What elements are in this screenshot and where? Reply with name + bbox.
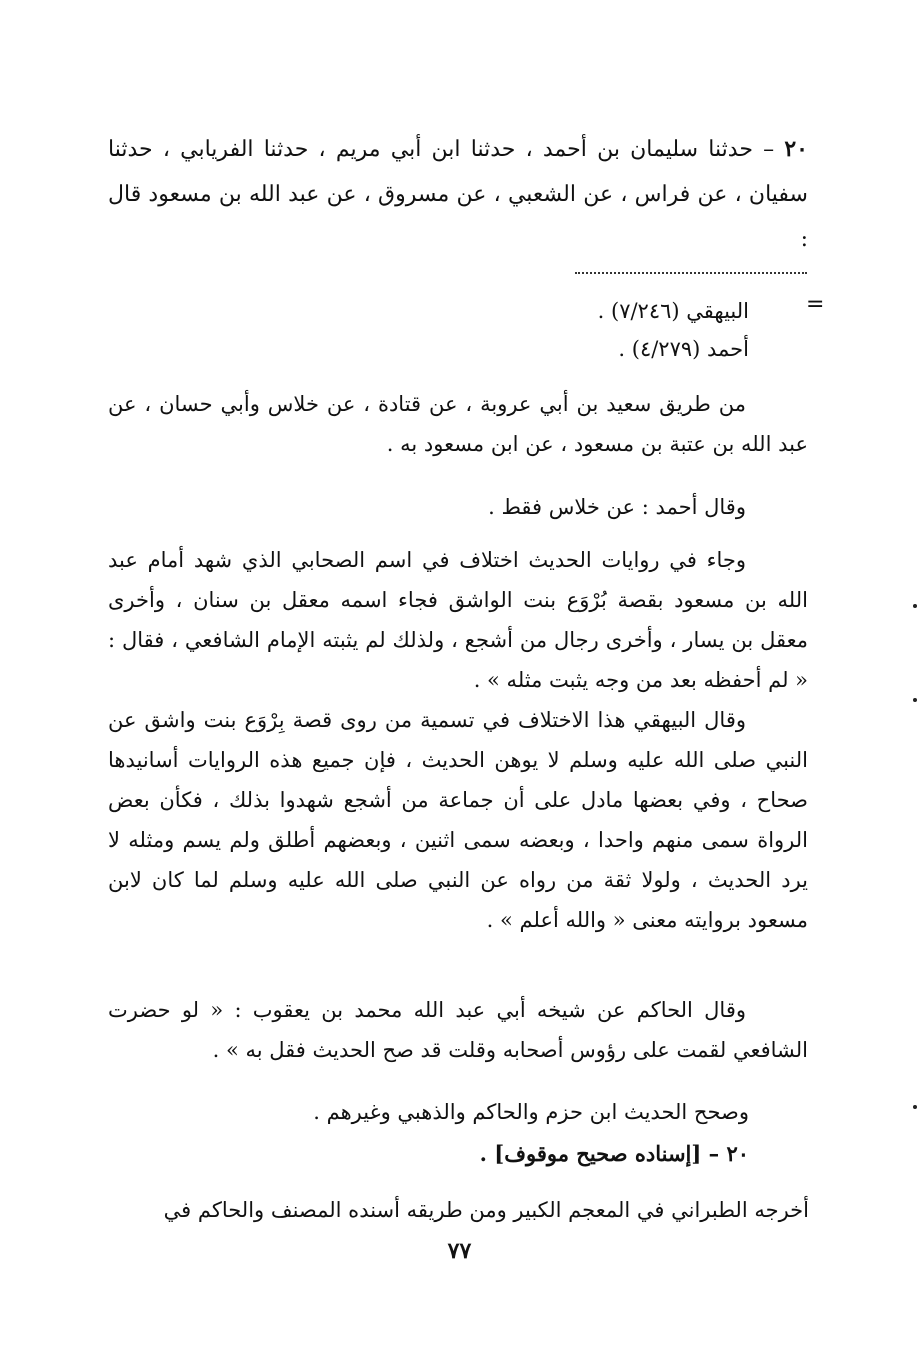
scan-speck bbox=[913, 604, 917, 608]
footnote-line-2: أحمد (٤/٢٧٩) . bbox=[618, 337, 749, 361]
page-number: ٧٧ bbox=[447, 1238, 472, 1264]
footnote-separator bbox=[575, 272, 807, 274]
paragraph-isnad: من طريق سعيد بن أبي عروبة ، عن قتادة ، عن خلاس وأبي حسان ، عن عبد الله بن عتبة بن مسعود ، عن ابن مسعود به . bbox=[108, 392, 808, 456]
scan-speck bbox=[913, 698, 917, 702]
hadith-chain: – حدثنا سليمان بن أحمد ، حدثنا ابن أبي مريم ، حدثنا الفريابي ، حدثنا سفيان ، عن فراس ، عن الشعبي ، عن مسروق ، عن عبد الله بن مسعود قال : bbox=[108, 137, 808, 252]
hadith-text bbox=[108, 127, 808, 262]
footnote bbox=[598, 292, 749, 368]
paragraph-takhrij: أخرجه الطبراني في المعجم الكبير ومن طريقه أسنده المصنف والحاكم في bbox=[163, 1198, 809, 1222]
paragraph-ikhtilaf: وجاء في روايات الحديث اختلاف في اسم الصحابي الذي شهد أمام عبد الله بن مسعود بقصة بُرْوَع بنت الواشق فجاء اسمه معقل بن سنان ، وأخرى معقل بن يسار ، وأخرى رجال من أشجع ، ولذلك لم يثبته الإمام الشافعي ، فقال : « لم أحفظه بعد من وجه يثبت مثله » . bbox=[108, 548, 808, 692]
footnote-continuation-marker: = bbox=[806, 292, 825, 317]
hadith-number: ٢٠ bbox=[784, 136, 808, 162]
scan-speck bbox=[913, 1105, 917, 1109]
paragraph-ahmad: وقال أحمد : عن خلاس فقط . bbox=[488, 495, 746, 519]
paragraph-bayhaqi: وقال البيهقي هذا الاختلاف في تسمية من روى قصة بِرْوَع بنت واشق عن النبي صلى الله عليه وسلم لا يوهن الحديث ، فإن جميع هذه الروايات أسانيدها صحاح ، وفي بعضها مادل على أن جماعة من أشجع شهدوا بذلك ، فكأن بعض الرواة سمى منهم واحدا ، وبعضه سمى اثنين ، وبعضهم أطلق ولم يسم ومثله لا يرد الحديث ، ولولا ثقة من رواه عن النبي صلى الله عليه وسلم لما كان لابن مسعود بروايته معنى « والله أعلم » . bbox=[108, 708, 808, 932]
grading-heading: ٢٠ – [إسناده صحيح موقوف] . bbox=[479, 1141, 749, 1166]
paragraph-tashih: وصحح الحديث ابن حزم والحاكم والذهبي وغيرهم . bbox=[313, 1100, 749, 1124]
footnote-line-1: البيهقي (٧/٢٤٦) . bbox=[597, 299, 749, 323]
paragraph-hakim: وقال الحاكم عن شيخه أبي عبد الله محمد بن يعقوب : « لو حضرت الشافعي لقمت على رؤوس أصحابه وقلت قد صح الحديث فقل به » . bbox=[108, 998, 808, 1062]
